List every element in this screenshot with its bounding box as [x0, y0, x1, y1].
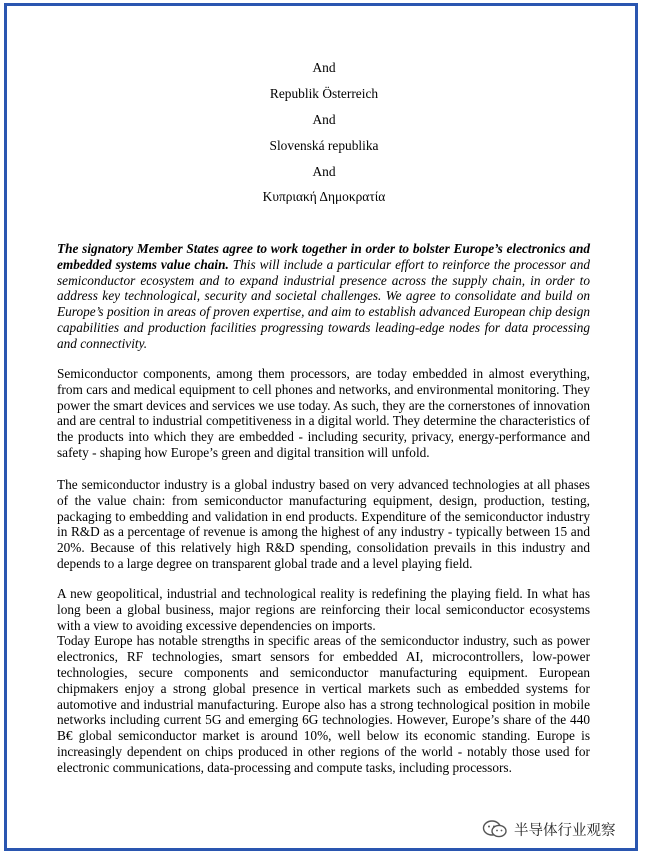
paragraph-text: The semiconductor industry is a global industry based on very advanced technologies at all phases of the value chain: from semiconductor manufacturing equipment, design, production, testing, packaging to embedding and validation in end products. Expenditure of the semiconductor industry in R&D as a percentage of revenue is among the highest of any industry - typically between 15 and 20%. Because of this relatively high R&D spending, consolidation prevails in this industry and depends to a large degree on transparent global trade and a level playing field.: [57, 477, 590, 571]
body-paragraph-2: [57, 477, 590, 572]
body-paragraph-1: [57, 366, 590, 461]
wechat-icon: [482, 819, 508, 839]
lead-paragraph: [57, 241, 590, 352]
signatory-and-1: And: [312, 60, 336, 75]
body-paragraph-3: [57, 586, 590, 776]
signatory-and-3: And: [312, 164, 336, 179]
lead-bold-text: The signatory Member States agree to work together in order to bolster Europe’s electronics and embedded systems value chain.: [57, 241, 590, 272]
watermark: [482, 818, 616, 840]
signatory-austria: Republik Österreich: [269, 86, 379, 101]
signatory-and-2: And: [312, 112, 336, 127]
paragraph-text: Today Europe has notable strengths in specific areas of the semiconductor industry, such as power electronics, RF technologies, smart sensors for embedded AI, microcontrollers, low-power technologies, secure components and semiconductor manufacturing equipment. European chipmakers enjoy a strong global presence in vertical markets such as embedded systems for automotive and industrial manufacturing. Europe also has a strong technological position in mobile networks including current 5G and emerging 6G technologies. However, Europe’s share of the 440 B€ global semiconductor market is around 10%, well below its economic standing. Europe is increasingly dependent on chips produced in other regions of the world - notably those used for electronic communications, data-processing and compute tasks, including processors.: [57, 633, 590, 775]
paragraph-text: Semiconductor components, among them processors, are today embedded in almost everything, from cars and medical equipment to cell phones and networks, and environmental monitoring. They power the smart devices and services we use today. As such, they are the cornerstones of innovation and are central to industrial competitiveness in a digital world. They determine the characteristics of the products into which they are embedded - including security, privacy, energy-performance and safety - shaping how Europe’s green and digital transition will unfold.: [57, 366, 590, 460]
lead-italic-text: This will include a particular effort to reinforce the processor and semiconductor ecosystem and to expand industrial presence across the supply chain, in order to address key technological, security and societal challenges. We agree to consolidate and build on Europe’s position in areas of proven expertise, and aim to establish advanced European chip design capabilities and production facilities progressing towards leading-edge nodes for data processing and connectivity.: [57, 256, 590, 351]
watermark-text: 半导体行业观察: [514, 822, 616, 839]
paragraph-text: A new geopolitical, industrial and technological reality is redefining the playing field. In what has long been a global business, major regions are reinforcing their local semiconductor ecosystems with a view to avoiding excessive dependencies on imports.: [57, 586, 590, 633]
signatory-slovakia: Slovenská republika: [269, 138, 379, 153]
signatory-cyprus: Κυπριακή Δημοκρατία: [262, 189, 386, 204]
